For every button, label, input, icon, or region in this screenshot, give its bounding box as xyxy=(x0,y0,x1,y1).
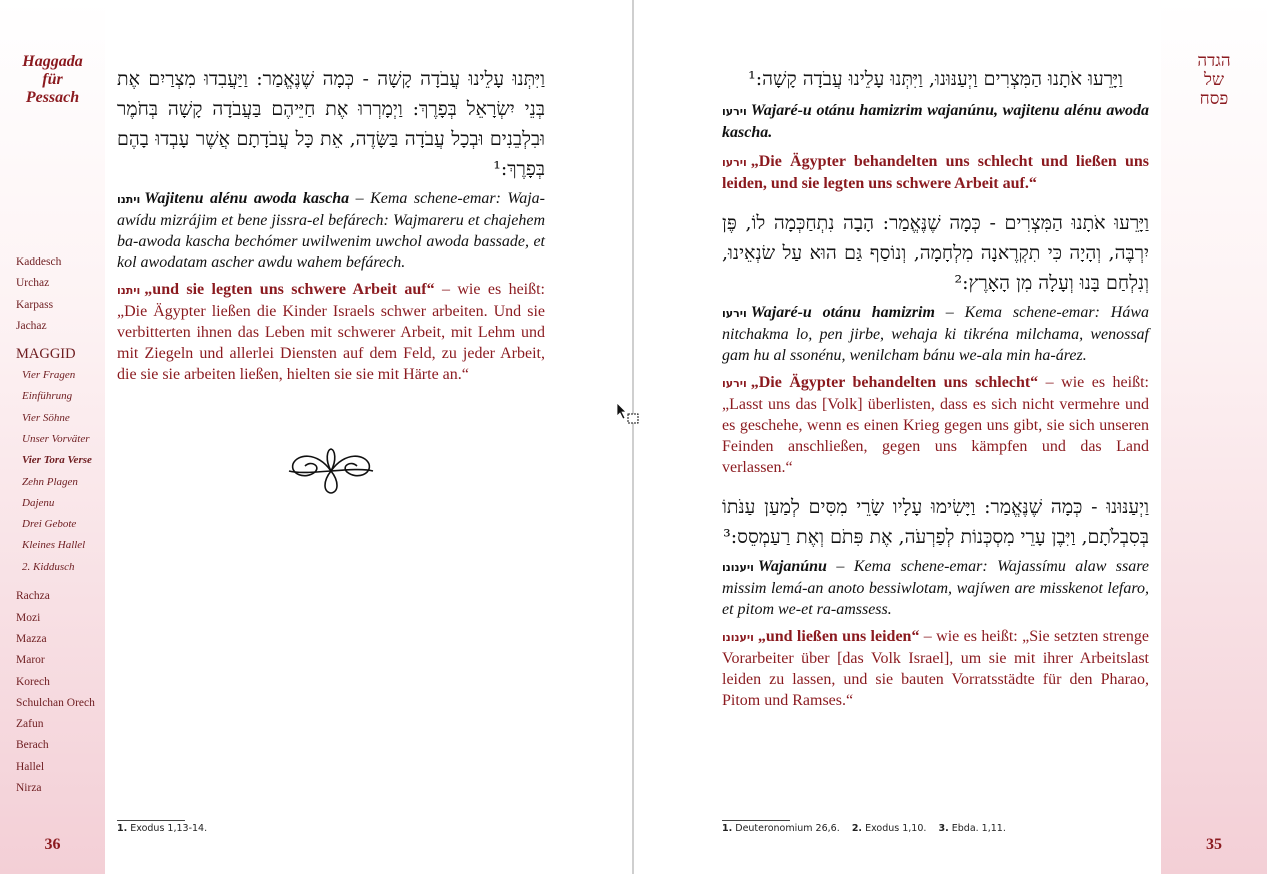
footnote-text: Exodus 1,10. xyxy=(862,823,927,834)
sidebar-nav-item[interactable]: Rachza xyxy=(16,590,50,602)
left-sidebar xyxy=(0,0,105,874)
sidebar-title-line: של xyxy=(1204,70,1224,90)
hebrew-tag: וירעו xyxy=(722,105,747,118)
sidebar-title-line: פסח xyxy=(1199,89,1229,109)
footnote xyxy=(117,823,207,834)
footnote-number: 1. xyxy=(722,823,733,834)
translation-lead: „Die Ägypter behandelten uns schlecht“ xyxy=(750,374,1039,391)
sidebar-nav-item[interactable]: Korech xyxy=(16,676,50,688)
hebrew-tag: ויענונו xyxy=(722,561,754,574)
translation xyxy=(722,151,1149,194)
translation-lead: „und sie legten uns schwere Arbeit auf“ xyxy=(144,281,435,298)
footnote xyxy=(722,823,1006,834)
sidebar-nav-item[interactable]: Berach xyxy=(16,739,49,751)
transliteration-lead: Wajaré-u otánu hamizrim xyxy=(750,304,935,321)
cursor-arrow-icon xyxy=(616,402,642,428)
sidebar-title-hebrew xyxy=(1161,52,1267,109)
right-page-content xyxy=(722,64,1149,711)
sidebar-nav-item[interactable]: Vier Fragen xyxy=(22,369,76,381)
transliteration xyxy=(722,302,1149,366)
hebrew-tag: ויענונו xyxy=(722,631,754,644)
transliteration-body: – Kema schene-emar: Wajassímu alaw ssare missim lemá-an anoto bessiwlotam, wajíwen are misskenot lefaro, et pitom we-et ra-amssess. xyxy=(722,558,1149,618)
sidebar-title-line: für xyxy=(42,71,63,88)
sidebar-nav-item[interactable]: Mazza xyxy=(16,633,47,645)
transliteration xyxy=(117,188,545,273)
hebrew-text: וַיָּרֵעוּ אֹתָנוּ הַמִּצְרִים - כְּמָה שֶׁנֶּאֱמַר: הָבָה נִתְחַכְּמָה לוֹ, פֶּן יִרְבֶּה, וְהָיָה כִּי תִקְרֶאנָה מִלְחָמָה, וְנוֹסַף גַּם הוּא עַל שׂנְאֵינוּ, וְנִלְחַם בָּנוּ וְעָלָה מִן הָאָרֶץ:² xyxy=(722,212,1149,294)
sidebar-title-line: הגדה xyxy=(1197,51,1231,71)
page-divider xyxy=(632,0,634,874)
translation-lead: „und ließen uns leiden“ xyxy=(757,628,920,645)
sidebar-nav-item[interactable]: Dajenu xyxy=(22,497,55,509)
sidebar-nav-item[interactable]: Kleines Hallel xyxy=(22,539,86,551)
sidebar-nav-item[interactable]: Schulchan Orech xyxy=(16,697,95,709)
translation-body: – wie es heißt: „Sie setzten strenge Vorarbeiter über [das Volk Israel], um sie mit ihrer Arbeitslast leiden zu lassen, und sie bauten Vorratsstädte für den Pharao, Pitom und Ramses.“ xyxy=(722,628,1149,709)
sidebar-nav-item[interactable]: Nirza xyxy=(16,782,42,794)
sidebar-nav-item[interactable]: Vier Söhne xyxy=(22,412,70,424)
translation-lead: „Die Ägypter behandelten uns schlecht und ließen uns leiden, und sie legten uns schwere Arbeit auf.“ xyxy=(722,153,1149,192)
footnote-rule xyxy=(117,820,185,821)
sidebar-nav-item[interactable]: Urchaz xyxy=(16,277,50,289)
footnote-number: 3. xyxy=(938,823,949,834)
translation xyxy=(722,626,1149,711)
left-page-content xyxy=(117,64,545,385)
sidebar-nav-item[interactable]: Mozi xyxy=(16,612,41,624)
transliteration-body: – Kema schene-emar: Waja-awídu mizrájim et bene jissra-el befárech: Wajmareru et chajehem ba-awoda kascha bechómer uwilwenim uwchol awoda bassade, et kol awodatam ascher awdu wahem befárech. xyxy=(117,190,546,271)
flourish-ornament-icon xyxy=(287,446,375,496)
hebrew-text: וַיִּתְּנוּ עָלֵינוּ עֲבֹדָה קָשָׁה - כְּמָה שֶׁנֶּאֱמַר: וַיַּעֲבִדוּ מִצְרַיִם אֶת בְּנֵי יִשְׂרָאֵל בְּפָרֶךְ: וַיְמָרְרוּ אֶת חַיֵּיהֶם בַּעֲבֹדָה קָשָׁה בְּחֹמֶר וּבִלְבֵנִים וּבְכָל עֲבֹדָה בַּשָּׂדֶה, אֵת כָּל עֲבֹדָתָם אֲשֶׁר עָבְדוּ בָהֶם בְּפָרֶךְ:¹ xyxy=(117,68,545,180)
translation xyxy=(117,279,545,385)
page-number-right: 35 xyxy=(1206,836,1222,853)
sidebar-nav-item[interactable]: Einführung xyxy=(22,390,73,402)
translation-body: – wie es heißt: „Die Ägypter ließen die Kinder Israels schwer arbeiten. Und sie verbitterten ihnen das Leben mit schwerer Arbeit, mit Lehm und mit Ziegeln und allerlei Diensten auf dem Feld, zu jeder Arbeit, die sie sie arbeiten ließen, hielten sie sie mit Härte an.“ xyxy=(117,281,546,383)
sidebar-nav-item[interactable]: Karpass xyxy=(16,299,54,311)
translation xyxy=(722,372,1149,478)
translation-body: – wie es heißt: „Lasst uns das [Volk] überlisten, dass es sich nicht vermehre und es geschehe, wenn es einen Krieg gegen uns gibt, sie sich unseren Feinden anschließen, gegen uns kämpfen und das Land verlassen.“ xyxy=(722,374,1149,476)
sidebar-nav-item[interactable]: Kaddesch xyxy=(16,256,62,268)
hebrew-text: וַיְעַנּוּנוּ - כְּמָה שֶׁנֶּאֱמַר: וַיָּשִׂימוּ עָלָיו שָׂרֵי מִסִּים לְמַעַן עַנֹּתוֹ בְּסִבְלֹתָם, וַיִּבֶן עָרֵי מִסְכְּנוֹת לְפַרְעֹה, אֶת פִּתֹם וְאֶת רַעַמְסֵס:³ xyxy=(722,496,1149,548)
transliteration-lead: Wajanúnu xyxy=(757,558,827,575)
transliteration-lead: Wajitenu alénu awoda kascha xyxy=(144,190,350,207)
hebrew-tag: וירעו xyxy=(722,307,747,320)
hebrew-tag: ויתנו xyxy=(117,284,141,297)
right-sidebar xyxy=(1161,0,1267,874)
footnote-number: 1. xyxy=(117,823,128,834)
hebrew-tag: וירעו xyxy=(722,156,747,169)
transliteration-body: – Kema schene-emar: Háwa nitchakma lo, pen jirbe, wehaja ki tikréna milchama, wenossaf gam hu al ssonénu, wenilcham bánu we-ala min ha-árez. xyxy=(722,304,1149,364)
sidebar-title-line: Pessach xyxy=(25,89,80,106)
footnote-text: Deuteronomium 26,6. xyxy=(732,823,840,834)
footnote-text: Ebda. 1,11. xyxy=(948,823,1006,834)
sidebar-nav-item[interactable]: Hallel xyxy=(16,761,45,773)
sidebar-nav-item[interactable]: Zafun xyxy=(16,718,44,730)
sidebar-nav-item[interactable]: Drei Gebote xyxy=(22,518,77,530)
footnote-number: 2. xyxy=(851,823,863,834)
hebrew-text: וַיָּרֵעוּ אֹתָנוּ הַמִּצְרִים וַיְעַנּוּנוּ, וַיִּתְּנוּ עָלֵינוּ עֲבֹדָה קָשָׁה:¹ xyxy=(748,68,1123,90)
footnote-rule xyxy=(722,820,790,821)
sidebar-nav-item[interactable]: Maror xyxy=(16,654,45,666)
sidebar-nav-item[interactable]: MAGGID xyxy=(16,346,76,362)
sidebar-nav-item[interactable]: Zehn Plagen xyxy=(22,476,78,488)
transliteration xyxy=(722,100,1149,143)
sidebar-nav-item[interactable]: Jachaz xyxy=(16,320,47,332)
sidebar-title-line: Haggada xyxy=(22,53,83,70)
transliteration-lead: Wajaré-u otánu hamizrim wajanúnu, wajitenu alénu awoda kascha. xyxy=(722,102,1149,141)
sidebar-nav-item[interactable]: 2. Kiddusch xyxy=(22,561,75,573)
transliteration xyxy=(722,556,1149,620)
hebrew-tag: ויתנו xyxy=(117,193,141,206)
page-number-left: 36 xyxy=(44,836,61,853)
footnote-text: Exodus 1,13-14. xyxy=(127,823,208,834)
hebrew-tag: וירעו xyxy=(722,377,747,390)
sidebar-nav-item[interactable]: Unser Vorväter xyxy=(22,433,90,445)
sidebar-title-haggada xyxy=(0,53,105,107)
sidebar-nav-item[interactable]: Vier Tora Verse xyxy=(22,454,92,466)
